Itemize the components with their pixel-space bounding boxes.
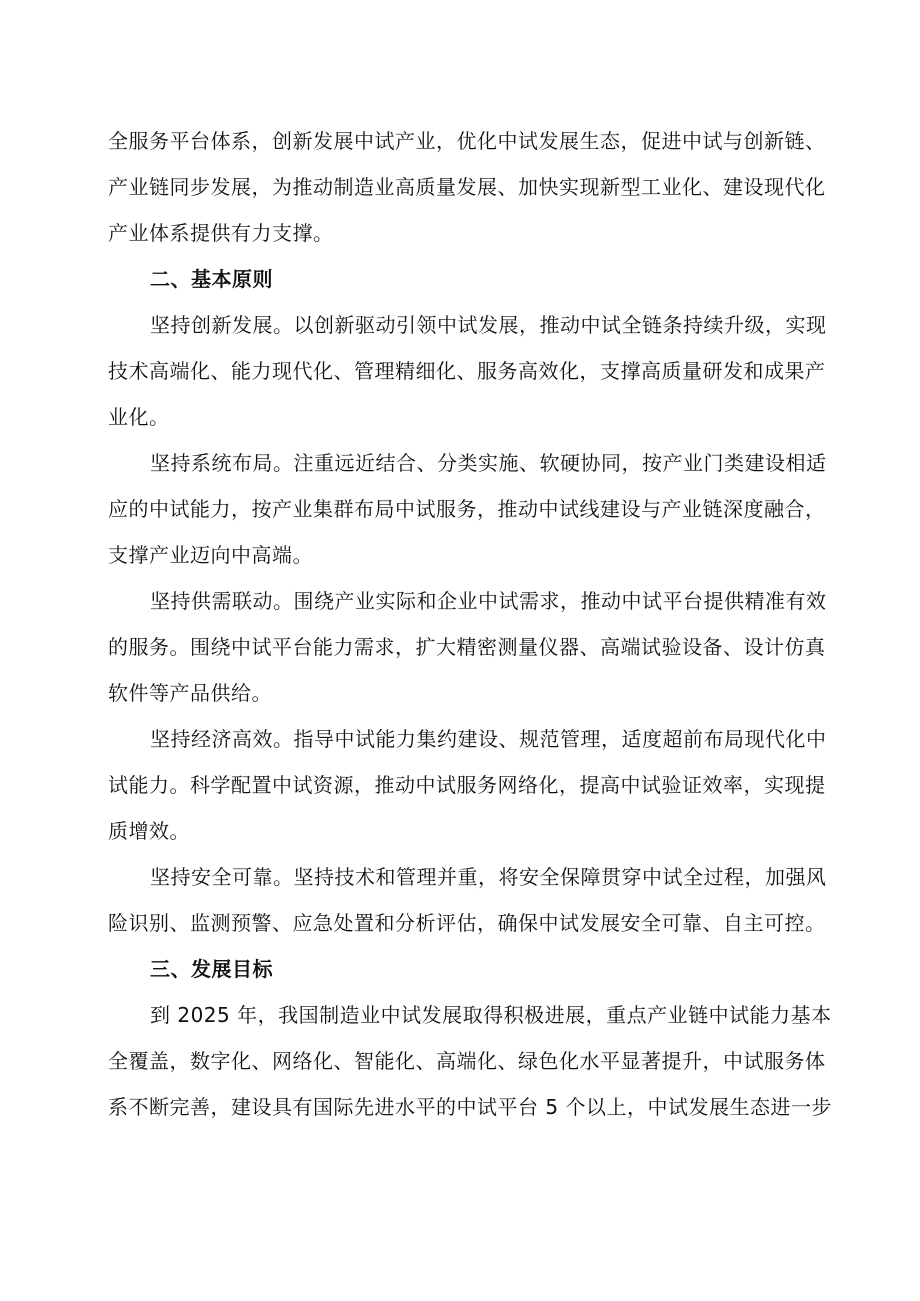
body-paragraph bbox=[108, 716, 827, 854]
paragraph-line: 软件等产品供给。 bbox=[108, 681, 272, 705]
section-heading: 三、发展目标 bbox=[150, 957, 273, 981]
paragraph-line: 坚持经济高效。指导中试能力集约建设、规范管理，适度超前布局现代化中 bbox=[150, 727, 827, 751]
paragraph-line: 系不断完善，建设具有国际先进水平的中试平台 5 个以上，中试发展生态进一步 bbox=[108, 1095, 832, 1119]
paragraph-line: 支撑产业迈向中高端。 bbox=[108, 543, 313, 567]
body-paragraph bbox=[108, 578, 827, 716]
paragraph-line: 险识别、监测预警、应急处置和分析评估，确保中试发展安全可靠、自主可控。 bbox=[108, 911, 826, 935]
paragraph-line: 质增效。 bbox=[108, 819, 190, 843]
paragraph-line: 坚持系统布局。注重远近结合、分类实施、软硬协同，按产业门类建设相适 bbox=[150, 451, 827, 475]
paragraph-line: 业化。 bbox=[108, 405, 170, 429]
paragraph-line: 的服务。围绕中试平台能力需求，扩大精密测量仪器、高端试验设备、设计仿真 bbox=[108, 635, 826, 659]
paragraph-line: 试能力。科学配置中试资源，推动中试服务网络化，提高中试验证效率，实现提 bbox=[108, 773, 826, 797]
paragraph-line: 全覆盖，数字化、网络化、智能化、高端化、绿色化水平显著提升，中试服务体 bbox=[108, 1049, 826, 1073]
body-paragraph bbox=[108, 440, 827, 578]
body-paragraph bbox=[108, 992, 832, 1130]
paragraph-line: 坚持供需联动。围绕产业实际和企业中试需求，推动中试平台提供精准有效 bbox=[150, 589, 827, 613]
body-paragraph bbox=[108, 302, 827, 440]
paragraph-line: 产业链同步发展，为推动制造业高质量发展、加快实现新型工业化、建设现代化 bbox=[108, 175, 826, 199]
body-paragraph bbox=[108, 118, 826, 256]
body-paragraph bbox=[108, 854, 827, 946]
paragraph-line: 坚持安全可靠。坚持技术和管理并重，将安全保障贯穿中试全过程，加强风 bbox=[150, 865, 827, 889]
document-body bbox=[108, 118, 832, 1130]
paragraph-line: 全服务平台体系，创新发展中试产业，优化中试发展生态，促进中试与创新链、 bbox=[108, 129, 826, 153]
paragraph-line: 应的中试能力，按产业集群布局中试服务，推动中试线建设与产业链深度融合， bbox=[108, 497, 826, 521]
paragraph-line: 产业体系提供有力支撑。 bbox=[108, 221, 334, 245]
paragraph-line: 坚持创新发展。以创新驱动引领中试发展，推动中试全链条持续升级，实现 bbox=[150, 313, 827, 337]
section-heading: 二、基本原则 bbox=[150, 267, 273, 291]
paragraph-line: 到 2025 年，我国制造业中试发展取得积极进展，重点产业链中试能力基本 bbox=[150, 1003, 832, 1027]
paragraph-line: 技术高端化、能力现代化、管理精细化、服务高效化，支撑高质量研发和成果产 bbox=[108, 359, 826, 383]
